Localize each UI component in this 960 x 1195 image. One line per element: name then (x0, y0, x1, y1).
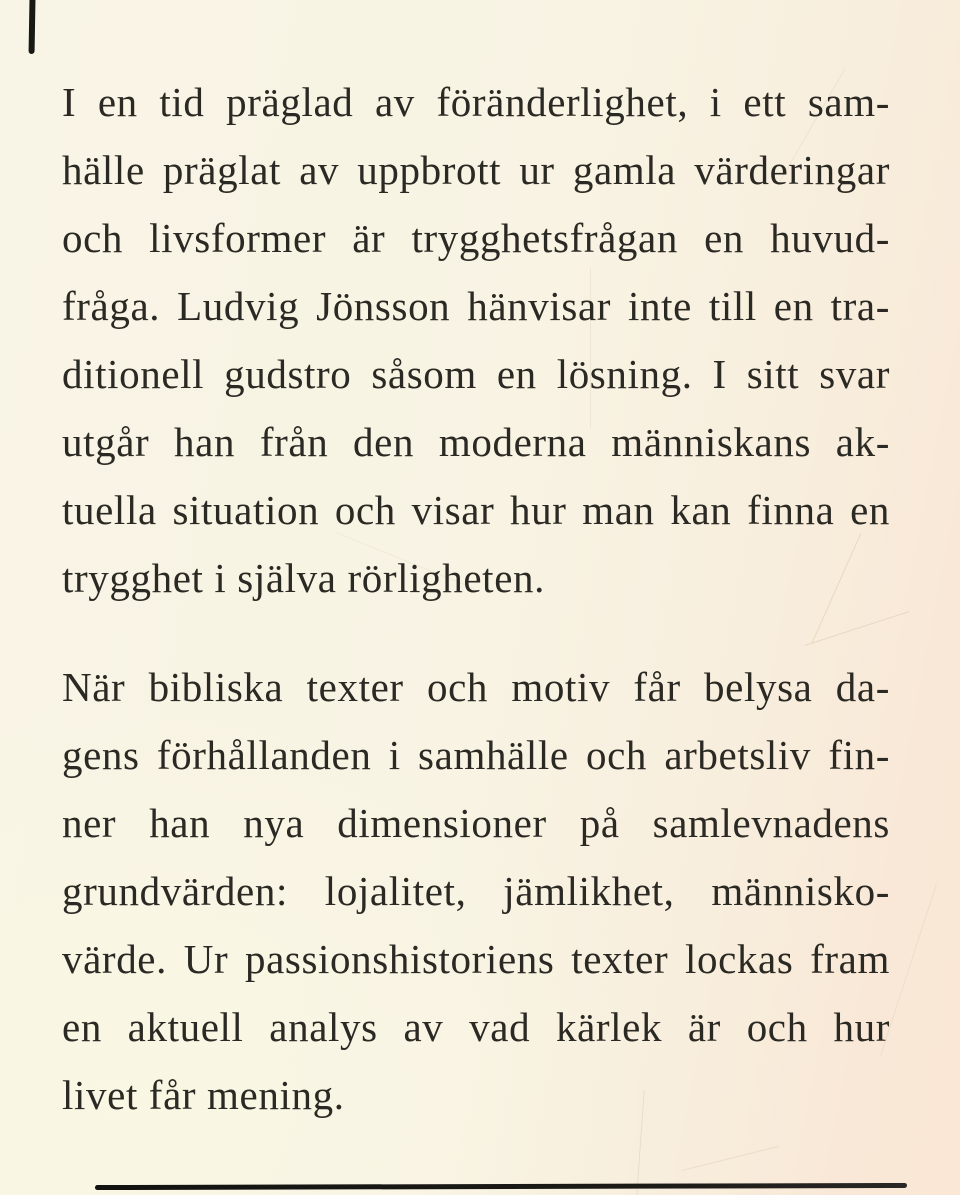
text-line: fråga. Ludvig Jönsson hänvisar inte till en tra- (62, 283, 890, 329)
text-line: gens förhållanden i samhälle och arbetsliv fin- (62, 732, 890, 778)
text-line: grundvärden: lojalitet, jämlikhet, människo- (62, 868, 890, 914)
text-line: I en tid präglad av föränderlighet, i ett sam- (62, 79, 890, 125)
text-line: värde. Ur passionshistoriens texter lockas fram (62, 936, 890, 982)
text-line: ner han nya dimensioner på samlevnadens (62, 800, 890, 846)
text-line: och livsformer är trygghetsfrågan en huvud- (62, 215, 890, 261)
text-line: ditionell gudstro såsom en lösning. I sitt svar (62, 351, 890, 397)
text-line: hälle präglat av uppbrott ur gamla värderingar (62, 147, 890, 193)
text-line: trygghet i själva rörligheten. (62, 555, 545, 601)
text-line: livet får mening. (62, 1072, 345, 1118)
scan-edge-mark-bottom (95, 1183, 907, 1190)
scan-edge-mark-top-left (29, 0, 36, 54)
text-line: tuella situation och visar hur man kan finna en (62, 487, 890, 533)
text-block (62, 68, 890, 1129)
paper-crease (681, 1146, 778, 1171)
text-line: När bibliska texter och motiv får belysa da- (62, 664, 890, 710)
paragraph-1 (62, 68, 890, 612)
text-line: utgår han från den moderna människans ak- (62, 419, 890, 465)
text-line: en aktuell analys av vad kärlek är och hur (62, 1004, 890, 1050)
paragraph-2 (62, 653, 890, 1129)
